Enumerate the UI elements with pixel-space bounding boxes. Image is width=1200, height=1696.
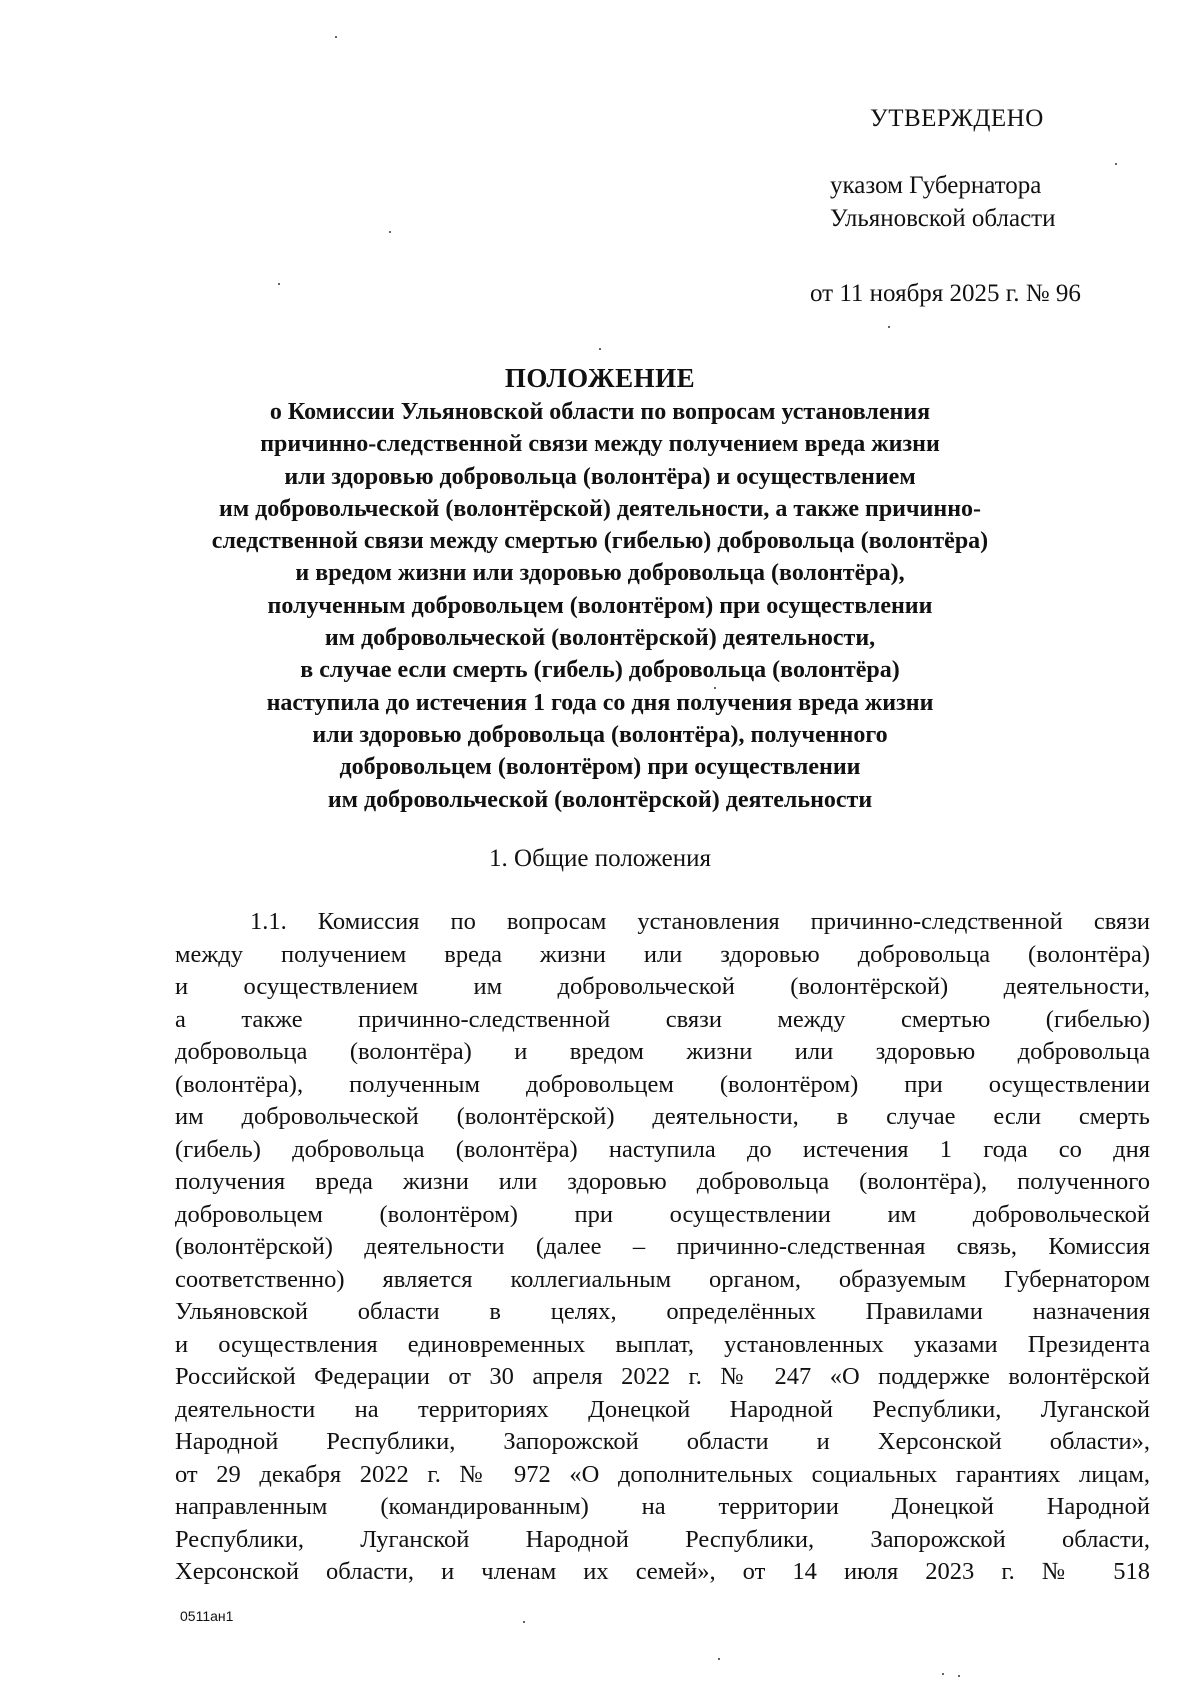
scan-speck [523,1621,525,1623]
scan-speck [599,348,601,350]
subtitle-line: и вредом жизни или здоровью добровольца (волонтёра), [295,560,905,587]
subtitle-line: в случае если смерть (гибель) добровольца (волонтёра) [300,657,900,684]
scan-speck [389,231,391,233]
subtitle-line: им добровольческой (волонтёрской) деятельности, а также причинно- [218,495,982,522]
body-line: (волонтёрской) деятельности (далее – причинно-следственная связь, Комиссия [175,1233,1150,1260]
body-line: между получением вреда жизни или здоровью добровольца (волонтёра) [175,940,1150,968]
document-title: ПОЛОЖЕНИЕ [504,363,696,393]
approval-authority: указом Губернатора [830,172,1042,199]
body-line: (волонтёра), полученным добровольцем (волонтёром) при осуществлении [175,1070,1150,1098]
scan-speck [335,36,337,38]
body-line: и осуществлением им добровольческой (волонтёрской) деятельности, [175,973,1150,1000]
subtitle-line: о Комиссии Ульяновской области по вопросам установления [269,399,931,425]
subtitle-line: им добровольческой (волонтёрской) деятельности [327,786,873,813]
subtitle-line: причинно-следственной связи между получением вреда жизни [260,431,940,458]
section-heading: 1. Общие положения [489,845,711,872]
document-title-block [160,360,1040,816]
scan-speck [1115,163,1117,165]
approval-label: УТВЕРЖДЕНО [870,105,1044,132]
body-line: и осуществления единовременных выплат, установленных указами Президента [175,1330,1150,1358]
scan-speck [714,687,716,689]
body-line: добровольца (волонтёра) и вредом жизни или здоровью добровольца [175,1038,1150,1065]
subtitle-line: следственной связи между смертью (гибелью) добровольца (волонтёра) [211,528,989,555]
body-line: добровольцем (волонтёром) при осуществлении им добровольческой [175,1200,1150,1228]
document-code: 0511ан1 [180,1608,234,1624]
body-line: им добровольческой (волонтёрской) деятельности, в случае если смерть [175,1103,1150,1130]
body-line: а также причинно-следственной связи между смертью (гибелью) [175,1005,1150,1033]
body-line: Республики, Луганской Народной Республики, Запорожской области, [175,1525,1150,1553]
scan-speck [958,1675,960,1677]
subtitle-line: полученным добровольцем (волонтёром) при осуществлении [267,592,933,619]
scan-speck [942,1673,944,1675]
body-paragraph [175,906,1150,1589]
body-line: 1.1. Комиссия по вопросам установления причинно-следственной связи [250,908,1150,935]
subtitle-line: наступила до истечения 1 года со дня получения вреда жизни [266,689,934,716]
body-line: Народной Республики, Запорожской области и Херсонской области», [175,1428,1150,1455]
body-line: соответственно) является коллегиальным органом, образуемым Губернатором [175,1265,1150,1293]
subtitle-line: им добровольческой (волонтёрской) деятельности, [324,625,876,652]
body-line: Ульяновской области в целях, определённых Правилами назначения [175,1298,1150,1325]
body-line: (гибель) добровольца (волонтёра) наступила до истечения 1 года со дня [175,1135,1150,1163]
body-line: получения вреда жизни или здоровью добровольца (волонтёра), полученного [175,1168,1150,1195]
approval-date: от 11 ноября 2025 г. № 96 [810,280,1081,307]
subtitle-line: добровольцем (волонтёром) при осуществлении [339,754,861,781]
subtitle-line: или здоровью добровольца (волонтёра) и осуществлением [284,463,916,490]
body-line: деятельности на территориях Донецкой Народной Республики, Луганской [175,1395,1150,1423]
body-line: Российской Федерации от 30 апреля 2022 г. № 247 «О поддержке волонтёрской [175,1363,1150,1390]
body-line: Херсонской области, и членам их семей», от 14 июля 2023 г. № 518 [175,1558,1150,1585]
subtitle-line: или здоровью добровольца (волонтёра), полученного [312,721,888,748]
scan-speck [718,1658,720,1660]
scan-speck [888,326,890,328]
approval-region: Ульяновской области [830,205,1056,232]
body-line: от 29 декабря 2022 г. № 972 «О дополнительных социальных гарантиях лицам, [175,1460,1150,1488]
body-line: направленным (командированным) на территории Донецкой Народной [175,1493,1150,1520]
scan-speck [278,283,280,285]
